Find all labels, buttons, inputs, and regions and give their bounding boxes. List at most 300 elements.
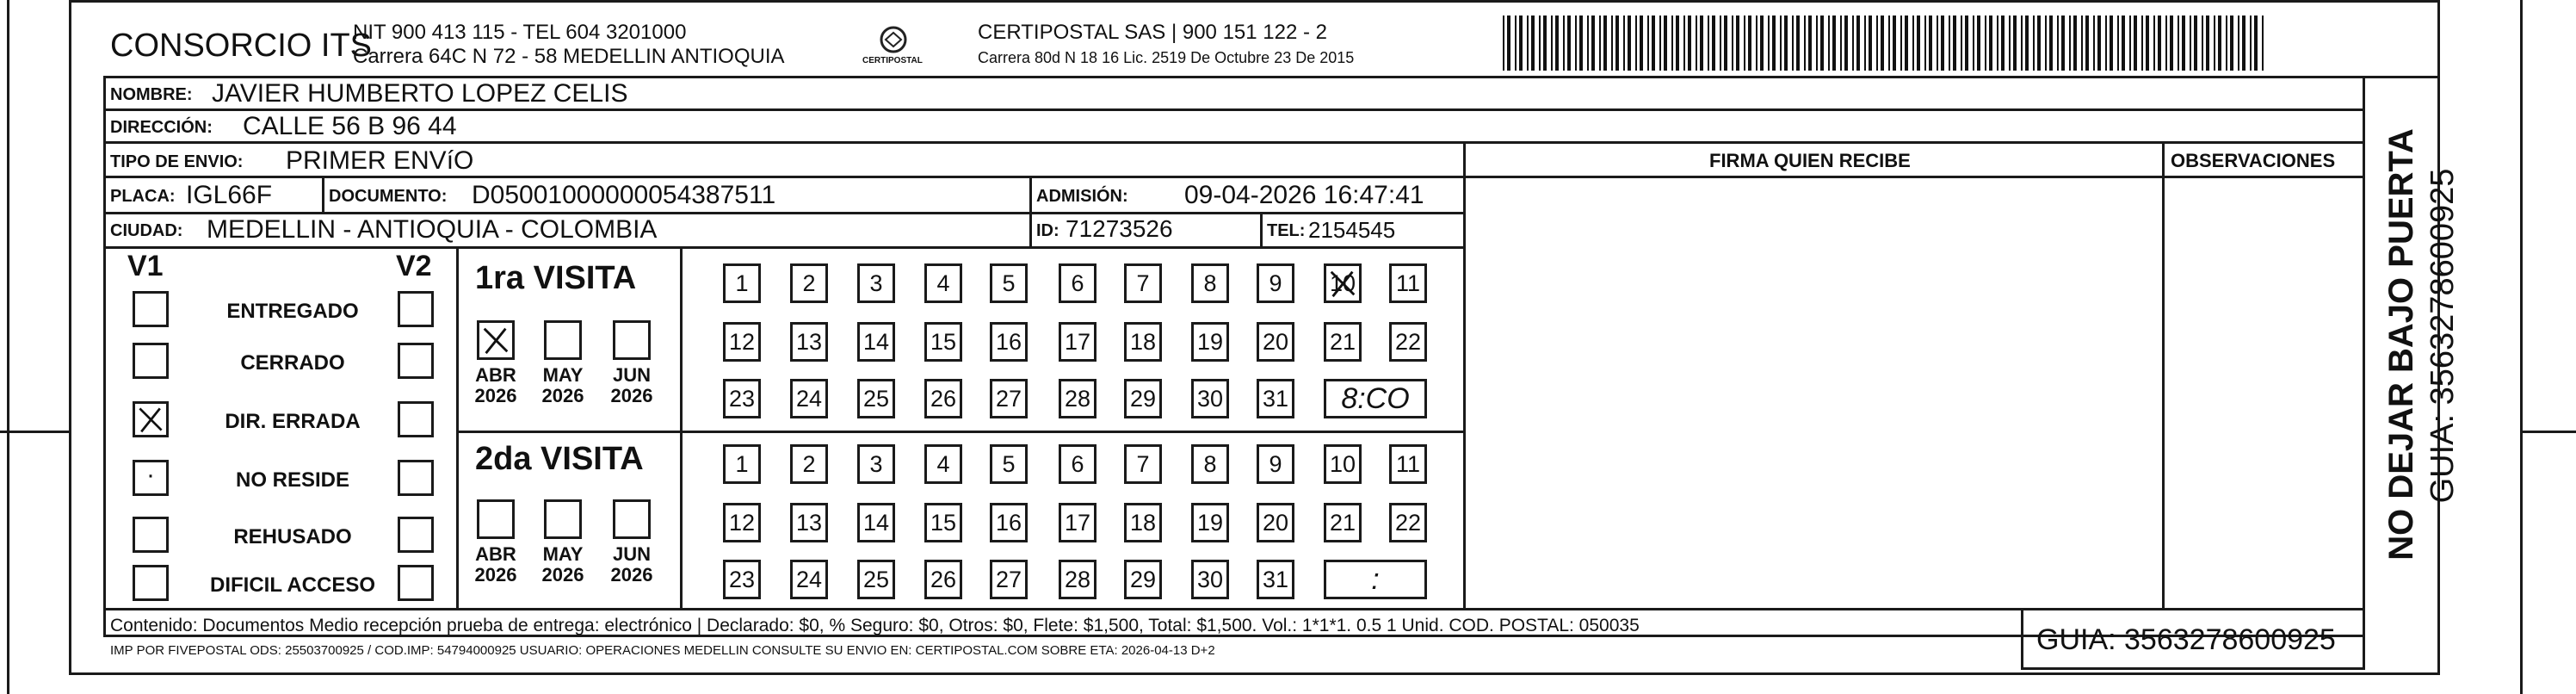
barcode-bar xyxy=(1551,15,1553,71)
tel-label: TEL: xyxy=(1267,221,1306,240)
barcode-bar xyxy=(2165,15,2167,71)
day-box[interactable] xyxy=(1124,560,1162,599)
day-number: 16 xyxy=(995,509,1022,536)
visit2-title: 2da VISITA xyxy=(475,441,644,477)
visit1-title: 1ra VISITA xyxy=(475,260,637,296)
day-number: 31 xyxy=(1262,566,1289,592)
barcode-bar xyxy=(1664,15,1667,71)
day-box[interactable] xyxy=(790,263,828,303)
barcode-bar xyxy=(2206,15,2209,71)
month-year: 2026 xyxy=(541,564,584,586)
barcode-bar xyxy=(1905,15,1908,71)
barcode-bar xyxy=(1900,15,1902,71)
day-box[interactable] xyxy=(1257,503,1294,542)
day-number: 17 xyxy=(1064,328,1091,355)
barcode-bar xyxy=(1953,15,1956,71)
barcode-bar xyxy=(1869,15,1872,71)
day-box[interactable] xyxy=(790,322,828,362)
month-checkbox[interactable] xyxy=(544,320,582,360)
status-label: CERRADO xyxy=(240,351,345,375)
day-number: 1 xyxy=(735,270,749,296)
barcode-bar xyxy=(2001,15,2005,71)
tel-value: 2154545 xyxy=(1308,217,1396,243)
day-number: 30 xyxy=(1196,385,1224,412)
day-box[interactable] xyxy=(1059,263,1096,303)
day-box[interactable] xyxy=(1389,503,1427,542)
barcode-bar xyxy=(1503,15,1504,71)
day-number: 3 xyxy=(869,270,883,296)
day-box[interactable] xyxy=(924,503,962,542)
barcode-bar xyxy=(1712,15,1715,71)
day-box[interactable] xyxy=(1059,503,1096,542)
v1-header: V1 xyxy=(127,250,164,282)
footer-content-line: Contenido: Documentos Medio recepción prueba de entrega: electrónico | Declarado: $0, % Seguro: $0, Otros: $0, Flete: $1,500, Total: $1,500. Vol.: 1*1*1. 0.5 1 Unid. COD. POSTAL: 050035 xyxy=(110,616,1640,635)
day-box[interactable] xyxy=(723,503,761,542)
v1-checkbox[interactable] xyxy=(133,343,169,379)
barcode-bar xyxy=(1736,15,1739,71)
barcode-bar xyxy=(2081,15,2083,71)
v2-checkbox[interactable] xyxy=(398,517,434,553)
day-box[interactable] xyxy=(857,322,895,362)
day-number: 20 xyxy=(1262,509,1289,536)
barcode-bar xyxy=(2202,15,2203,71)
nombre-label: NOMBRE: xyxy=(110,85,193,104)
v1-checkbox[interactable] xyxy=(133,291,169,327)
placa-value: IGL66F xyxy=(186,181,273,209)
barcode-bar xyxy=(1912,15,1914,71)
barcode-bar xyxy=(1531,15,1535,71)
barcode-bar xyxy=(2226,15,2227,71)
barcode-bar xyxy=(1700,15,1703,71)
barcode-bar xyxy=(2129,15,2131,71)
barcode-bar xyxy=(1876,15,1878,71)
barcode-bar xyxy=(1527,15,1529,71)
barcode-bar xyxy=(1760,15,1764,71)
day-box[interactable] xyxy=(723,263,761,303)
day-box[interactable] xyxy=(990,379,1028,418)
day-box[interactable] xyxy=(1324,503,1362,542)
day-number: 25 xyxy=(862,566,890,592)
barcode-bar xyxy=(1844,15,1848,71)
day-number: 18 xyxy=(1129,328,1157,355)
day-box[interactable] xyxy=(1191,503,1229,542)
month-checkbox[interactable] xyxy=(613,320,651,360)
day-box[interactable] xyxy=(1191,263,1229,303)
barcode-bar xyxy=(1652,15,1655,71)
barcode-bar xyxy=(2218,15,2221,71)
month-checkbox[interactable] xyxy=(477,320,515,360)
day-box[interactable] xyxy=(1324,444,1362,484)
day-number: 15 xyxy=(930,509,957,536)
barcode-bar xyxy=(2178,15,2179,71)
barcode-bar xyxy=(1708,15,1709,71)
month-label xyxy=(537,365,589,406)
barcode-bar xyxy=(1937,15,1938,71)
barcode-bar xyxy=(1772,15,1776,71)
day-number: 29 xyxy=(1129,566,1157,592)
day-box[interactable] xyxy=(924,322,962,362)
day-box[interactable] xyxy=(790,444,828,484)
month-label xyxy=(606,365,658,406)
day-box[interactable] xyxy=(990,503,1028,542)
day-box[interactable] xyxy=(1191,322,1229,362)
nombre-value: JAVIER HUMBERTO LOPEZ CELIS xyxy=(212,79,628,108)
day-box[interactable] xyxy=(723,322,761,362)
id-label: ID: xyxy=(1036,221,1059,240)
day-box[interactable] xyxy=(924,560,962,599)
barcode-bar xyxy=(2105,15,2107,71)
barcode-bar xyxy=(1852,15,1854,71)
barcode-bar xyxy=(1507,15,1510,71)
day-box[interactable] xyxy=(1257,560,1294,599)
barcode-bar xyxy=(2009,15,2011,71)
month-checkbox[interactable] xyxy=(613,499,651,539)
documento-label: DOCUMENTO: xyxy=(329,187,448,206)
barcode-bar xyxy=(1780,15,1782,71)
day-box[interactable] xyxy=(1191,379,1229,418)
x-mark-icon xyxy=(1326,266,1359,301)
ciudad-value: MEDELLIN - ANTIOQUIA - COLOMBIA xyxy=(207,215,658,244)
day-number: 10 xyxy=(1329,270,1356,296)
day-number: 16 xyxy=(995,328,1022,355)
barcode-bar xyxy=(2134,15,2137,71)
day-box[interactable] xyxy=(1124,503,1162,542)
day-number: 22 xyxy=(1394,328,1422,355)
day-box[interactable] xyxy=(1257,379,1294,418)
day-number: 19 xyxy=(1196,509,1224,536)
day-box[interactable] xyxy=(723,444,761,484)
day-box[interactable] xyxy=(857,560,895,599)
day-number: 8 xyxy=(1203,270,1217,296)
status-label: REHUSADO xyxy=(233,525,352,548)
barcode-bar xyxy=(2158,15,2161,71)
barcode-bar xyxy=(1615,15,1619,71)
day-number: 20 xyxy=(1262,328,1289,355)
v1-checkbox[interactable] xyxy=(133,565,169,601)
col-divider xyxy=(1029,176,1032,246)
v2-checkbox[interactable] xyxy=(398,291,434,327)
month-year: 2026 xyxy=(610,564,653,586)
day-box[interactable] xyxy=(1389,263,1427,303)
barcode-bar xyxy=(1515,15,1517,71)
barcode-bar xyxy=(1611,15,1613,71)
barcode-bar xyxy=(1989,15,1992,71)
day-box[interactable] xyxy=(1059,444,1096,484)
barcode-bar xyxy=(1628,15,1631,71)
barcode-bar xyxy=(1623,15,1625,71)
day-box[interactable] xyxy=(790,560,828,599)
day-box[interactable] xyxy=(1324,322,1362,362)
barcode-bar xyxy=(1961,15,1962,71)
v1-checkbox[interactable] xyxy=(133,401,169,437)
v2-header: V2 xyxy=(396,250,432,282)
day-number: 5 xyxy=(1002,270,1016,296)
scan-edge-left xyxy=(7,0,9,694)
observaciones-label: OBSERVACIONES xyxy=(2171,150,2336,171)
day-box[interactable] xyxy=(990,444,1028,484)
day-number: 31 xyxy=(1262,385,1289,412)
direccion-value: CALLE 56 B 96 44 xyxy=(243,112,457,140)
day-box[interactable] xyxy=(1389,444,1427,484)
barcode-bar xyxy=(2037,15,2041,71)
day-box[interactable] xyxy=(1124,263,1162,303)
day-box[interactable] xyxy=(1059,560,1096,599)
barcode-bar xyxy=(2085,15,2089,71)
day-number: 4 xyxy=(936,270,950,296)
day-box[interactable] xyxy=(1124,379,1162,418)
barcode-bar xyxy=(1720,15,1721,71)
barcode-bar xyxy=(1587,15,1589,71)
day-number: 6 xyxy=(1071,270,1084,296)
barcode-bar xyxy=(1792,15,1794,71)
month-checkbox[interactable] xyxy=(477,499,515,539)
day-number: 6 xyxy=(1071,450,1084,477)
day-number: 28 xyxy=(1064,385,1091,412)
month-label xyxy=(470,544,522,586)
barcode-bar xyxy=(1603,15,1607,71)
day-box[interactable] xyxy=(1059,379,1096,418)
day-number: 2 xyxy=(802,270,816,296)
barcode-bar xyxy=(2190,15,2191,71)
day-box[interactable] xyxy=(857,444,895,484)
barcode-bar xyxy=(2230,15,2233,71)
barcode-bar xyxy=(1804,15,1806,71)
day-box[interactable] xyxy=(990,560,1028,599)
documento-value: D05001000000054387511 xyxy=(472,181,776,209)
day-box[interactable] xyxy=(1124,444,1162,484)
barcode-bar xyxy=(1784,15,1788,71)
barcode-bar xyxy=(1696,15,1697,71)
license-line: Carrera 80d N 18 16 Lic. 2519 De Octubre 23 De 2015 xyxy=(978,49,1355,66)
month-name: MAY xyxy=(542,543,584,565)
day-number: 7 xyxy=(1136,450,1150,477)
barcode-bar xyxy=(1917,15,1920,71)
firma-label: FIRMA QUIEN RECIBE xyxy=(1709,150,1911,171)
direccion-label: DIRECCIÓN: xyxy=(110,118,213,137)
barcode-bar xyxy=(2194,15,2197,71)
barcode-bar xyxy=(1748,15,1751,71)
day-number: 10 xyxy=(1329,450,1356,477)
day-box[interactable] xyxy=(1324,263,1362,303)
month-year: 2026 xyxy=(474,564,517,586)
day-number: 14 xyxy=(862,328,890,355)
barcode-bar xyxy=(1676,15,1679,71)
admision-value: 09-04-2026 16:47:41 xyxy=(1184,181,1424,209)
status-label: DIR. ERRADA xyxy=(225,410,361,433)
barcode-bar xyxy=(1683,15,1685,71)
day-number: 3 xyxy=(869,450,883,477)
x-mark-icon xyxy=(135,404,166,435)
barcode-bar xyxy=(1575,15,1577,71)
status-label: NO RESIDE xyxy=(235,468,350,492)
barcode-bar xyxy=(1688,15,1691,71)
barcode-bar xyxy=(1828,15,1830,71)
day-number: 25 xyxy=(862,385,890,412)
barcode-bar xyxy=(1756,15,1757,71)
day-box[interactable] xyxy=(790,379,828,418)
footer-imp-line: IMP POR FIVEPOSTAL ODS: 25503700925 / COD.IMP: 54794000925 USUARIO: OPERACIONES MEDELLIN CONSULTE SU ENVIO EN: CERTIPOSTAL.COM SOBRE ETA: 2026-04-13 D+2 xyxy=(110,643,1215,658)
visit-time-box[interactable]: : xyxy=(1324,560,1427,599)
id-value: 71273526 xyxy=(1066,215,1173,242)
month-year: 2026 xyxy=(474,385,517,407)
day-number: 29 xyxy=(1129,385,1157,412)
day-number: 12 xyxy=(728,509,756,536)
day-box[interactable] xyxy=(1257,263,1294,303)
barcode-bar xyxy=(2049,15,2053,71)
day-number: 27 xyxy=(995,566,1022,592)
certipostal-logo-text: CERTIPOSTAL xyxy=(862,56,923,65)
visit-time-box[interactable]: 8:CO xyxy=(1324,379,1427,418)
month-checkbox[interactable] xyxy=(544,499,582,539)
barcode-bar xyxy=(2045,15,2047,71)
barcode-bar xyxy=(2238,15,2239,71)
barcode-bar xyxy=(1929,15,1932,71)
day-number: 23 xyxy=(728,385,756,412)
barcode-bar xyxy=(1840,15,1842,71)
placa-label: PLACA: xyxy=(110,187,176,206)
barcode-bar xyxy=(1893,15,1896,71)
barcode-bar xyxy=(1647,15,1649,71)
day-number: 22 xyxy=(1394,509,1422,536)
barcode-bar xyxy=(2093,15,2095,71)
day-box[interactable] xyxy=(924,444,962,484)
admision-label: ADMISIÓN: xyxy=(1036,187,1128,206)
barcode-bar xyxy=(1591,15,1595,71)
day-number: 13 xyxy=(795,509,823,536)
day-number: 23 xyxy=(728,566,756,592)
barcode-bar xyxy=(1599,15,1601,71)
day-number: 30 xyxy=(1196,566,1224,592)
col-divider xyxy=(1260,212,1263,246)
barcode-bar xyxy=(1816,15,1818,71)
barcode-bar xyxy=(2073,15,2077,71)
day-box[interactable] xyxy=(723,560,761,599)
day-number: 21 xyxy=(1329,328,1356,355)
day-number: 4 xyxy=(936,450,950,477)
row-divider xyxy=(103,141,2365,144)
x-mark-icon xyxy=(479,323,512,357)
barcode-bar xyxy=(1881,15,1884,71)
status-divider xyxy=(456,246,459,608)
barcode-bar xyxy=(2057,15,2059,71)
month-year: 2026 xyxy=(541,385,584,407)
day-number: 24 xyxy=(795,385,823,412)
barcode-bar xyxy=(2097,15,2101,71)
barcode-bar xyxy=(2242,15,2246,71)
v1-checkbox[interactable] xyxy=(133,517,169,553)
visit-divider xyxy=(456,431,1463,433)
day-number: 12 xyxy=(728,328,756,355)
barcode-bar xyxy=(1563,15,1565,71)
scan-edge-right xyxy=(2520,0,2523,694)
certipostal-logo xyxy=(861,24,926,72)
barcode-bar xyxy=(1941,15,1944,71)
v2-checkbox[interactable] xyxy=(398,565,434,601)
day-number: 24 xyxy=(795,566,823,592)
day-box[interactable] xyxy=(924,379,962,418)
day-box[interactable] xyxy=(1389,322,1427,362)
company-name: CONSORCIO ITS xyxy=(110,28,373,64)
day-box[interactable] xyxy=(1191,560,1229,599)
barcode-bar xyxy=(1924,15,1926,71)
day-box[interactable] xyxy=(1124,322,1162,362)
barcode-bar xyxy=(1949,15,1950,71)
barcode-bar xyxy=(1973,15,1974,71)
month-name: JUN xyxy=(612,543,651,565)
barcode-bar xyxy=(1724,15,1727,71)
v2-checkbox[interactable] xyxy=(398,401,434,437)
barcode-bar xyxy=(2025,15,2029,71)
v1-checkbox[interactable]: · xyxy=(133,460,169,496)
day-number: 2 xyxy=(802,450,816,477)
day-box[interactable] xyxy=(1191,444,1229,484)
barcode-bar xyxy=(1555,15,1559,71)
month-label xyxy=(537,544,589,586)
barcode-bar xyxy=(2262,15,2264,71)
day-number: 17 xyxy=(1064,509,1091,536)
barcode-bar xyxy=(1965,15,1968,71)
day-box[interactable] xyxy=(924,263,962,303)
month-name: MAY xyxy=(542,364,584,386)
barcode-bar xyxy=(2182,15,2185,71)
status-label: ENTREGADO xyxy=(226,300,359,323)
barcode-bar xyxy=(2254,15,2258,71)
ciudad-label: CIUDAD: xyxy=(110,221,183,240)
day-box[interactable] xyxy=(1257,444,1294,484)
day-box[interactable] xyxy=(990,322,1028,362)
barcode-bar xyxy=(2110,15,2113,71)
row-divider xyxy=(103,108,2365,111)
v2-checkbox[interactable] xyxy=(398,460,434,496)
barcode-bar xyxy=(1820,15,1824,71)
day-number: 19 xyxy=(1196,328,1224,355)
day-box[interactable] xyxy=(857,263,895,303)
barcode-bar xyxy=(1744,15,1745,71)
day-box[interactable] xyxy=(857,379,895,418)
day-box[interactable] xyxy=(1257,322,1294,362)
day-box[interactable] xyxy=(723,379,761,418)
day-number: 21 xyxy=(1329,509,1356,536)
barcode-bar xyxy=(1519,15,1523,71)
day-box[interactable] xyxy=(857,503,895,542)
barcode-bar xyxy=(1796,15,1800,71)
barcode-bar xyxy=(1659,15,1661,71)
v2-checkbox[interactable] xyxy=(398,343,434,379)
tipo-envio-value: PRIMER ENVíO xyxy=(286,146,474,175)
calendar-divider xyxy=(680,246,683,608)
day-number: 27 xyxy=(995,385,1022,412)
barcode-bar xyxy=(1997,15,1998,71)
day-box[interactable] xyxy=(990,263,1028,303)
barcode-bar xyxy=(1543,15,1547,71)
day-number: 7 xyxy=(1136,270,1150,296)
cut-line-left xyxy=(0,431,69,433)
day-number: 15 xyxy=(930,328,957,355)
side-warning: NO DEJAR BAJO PUERTA xyxy=(2382,128,2420,561)
barcode-bar xyxy=(2033,15,2035,71)
barcode-bar xyxy=(1832,15,1836,71)
day-box[interactable] xyxy=(790,503,828,542)
barcode-bar xyxy=(2069,15,2071,71)
day-mark xyxy=(1326,266,1359,301)
month-label xyxy=(606,544,658,586)
side-warning-anchor xyxy=(2389,0,2390,1)
day-number: 9 xyxy=(1269,450,1282,477)
barcode-bar xyxy=(2170,15,2173,71)
cut-line-right xyxy=(2522,431,2576,433)
barcode-bar xyxy=(1808,15,1812,71)
day-box[interactable] xyxy=(1059,322,1096,362)
